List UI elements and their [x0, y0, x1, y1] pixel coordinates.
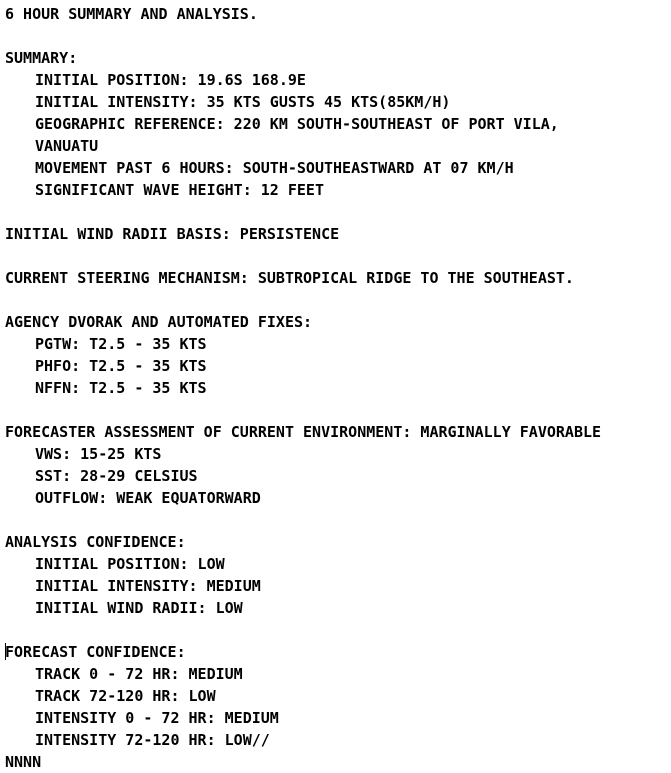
dvorak-header: AGENCY DVORAK AND AUTOMATED FIXES:	[5, 313, 313, 331]
analysis-confidence-intensity: INITIAL INTENSITY: MEDIUM	[35, 577, 261, 595]
environment-sst: SST: 28-29 CELSIUS	[35, 467, 198, 485]
movement-past-6-hours: MOVEMENT PAST 6 HOURS: SOUTH-SOUTHEASTWARD AT 07 KM/H	[35, 159, 514, 177]
dvorak-fix-phfo: PHFO: T2.5 - 35 KTS	[35, 357, 207, 375]
geographic-reference-continued: VANUATU	[35, 137, 99, 155]
forecast-intensity-0-72: INTENSITY 0 - 72 HR: MEDIUM	[35, 709, 279, 727]
environment-outflow: OUTFLOW: WEAK EQUATORWARD	[35, 489, 261, 507]
forecast-intensity-72-120: INTENSITY 72-120 HR: LOW//	[35, 731, 270, 749]
dvorak-fix-pgtw: PGTW: T2.5 - 35 KTS	[35, 335, 207, 353]
environment-vws: VWS: 15-25 KTS	[35, 445, 162, 463]
geographic-reference: GEOGRAPHIC REFERENCE: 220 KM SOUTH-SOUTHEAST OF PORT VILA,	[35, 115, 559, 133]
forecast-track-0-72: TRACK 0 - 72 HR: MEDIUM	[35, 665, 243, 683]
summary-header: SUMMARY:	[5, 49, 78, 67]
forecast-confidence-header: FORECAST CONFIDENCE:	[5, 643, 186, 661]
wind-radii-basis: INITIAL WIND RADII BASIS: PERSISTENCE	[5, 225, 340, 243]
blank-line	[5, 289, 669, 311]
dvorak-fix-nffn: NFFN: T2.5 - 35 KTS	[35, 379, 207, 397]
analysis-confidence-position: INITIAL POSITION: LOW	[35, 555, 225, 573]
blank-line	[5, 619, 669, 641]
steering-mechanism: CURRENT STEERING MECHANISM: SUBTROPICAL RIDGE TO THE SOUTHEAST.	[5, 269, 574, 287]
significant-wave-height: SIGNIFICANT WAVE HEIGHT: 12 FEET	[35, 181, 324, 199]
forecast-track-72-120: TRACK 72-120 HR: LOW	[35, 687, 216, 705]
end-marker: NNNN	[5, 753, 42, 771]
blank-line	[5, 399, 669, 421]
initial-intensity: INITIAL INTENSITY: 35 KTS GUSTS 45 KTS(85KM/H)	[35, 93, 451, 111]
analysis-confidence-header: ANALYSIS CONFIDENCE:	[5, 533, 186, 551]
blank-line	[5, 25, 669, 47]
analysis-confidence-wind-radii: INITIAL WIND RADII: LOW	[35, 599, 243, 617]
blank-line	[5, 201, 669, 223]
forecast-confidence-line	[5, 641, 669, 663]
blank-line	[5, 245, 669, 267]
document-title: 6 HOUR SUMMARY AND ANALYSIS.	[5, 5, 258, 23]
environment-header: FORECASTER ASSESSMENT OF CURRENT ENVIRONMENT: MARGINALLY FAVORABLE	[5, 423, 602, 441]
blank-line	[5, 509, 669, 531]
initial-position: INITIAL POSITION: 19.6S 168.9E	[35, 71, 306, 89]
bulletin-text	[5, 3, 669, 773]
